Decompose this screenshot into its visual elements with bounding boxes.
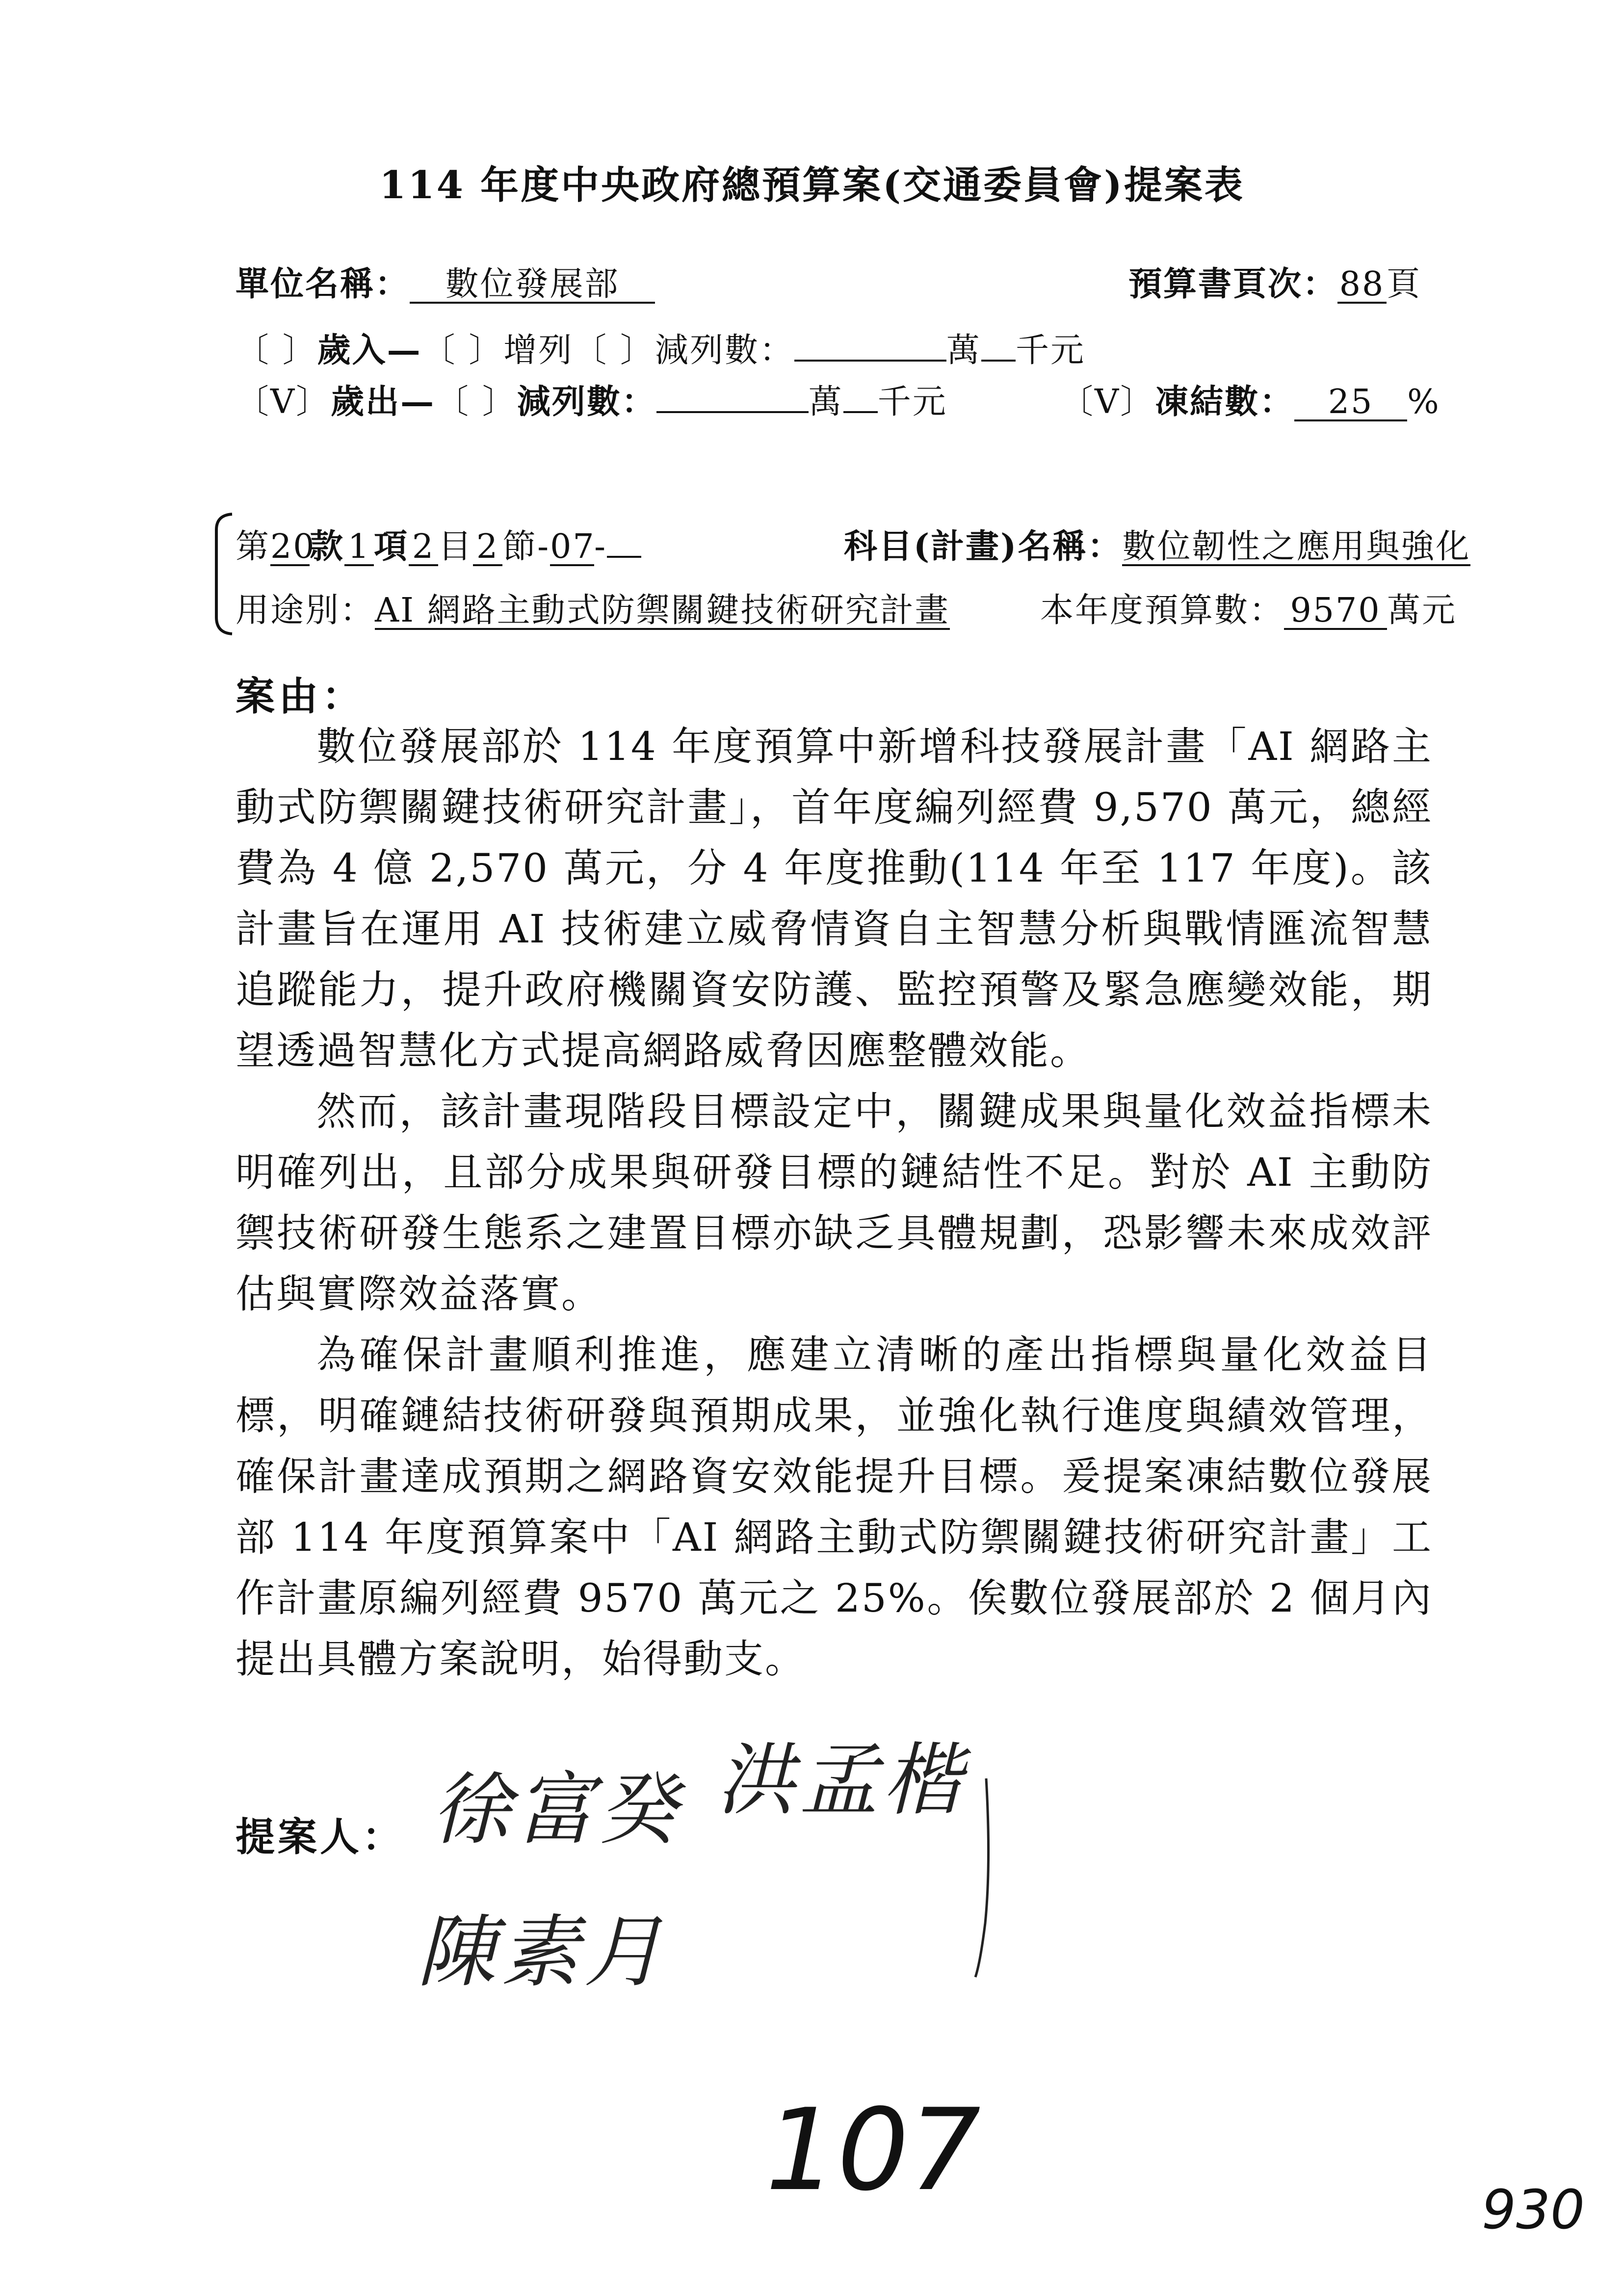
page-ref-value: 88 [1337,267,1387,304]
revenue-increase-checkbox: 〔 〕 [421,331,504,370]
use-row [236,584,950,631]
item-mu-num: 2 [409,529,438,566]
unit-label: 單位名稱： [236,264,410,304]
revenue-label: 歲入— [317,331,422,370]
revenue-amount-blank [794,331,946,362]
item-xiang: 項 [374,527,409,566]
unit-row [236,258,655,305]
signature-1: 徐富癸 [432,1764,682,1855]
revenue-increase-label: 增列 [503,331,574,370]
item-bracket [209,510,238,638]
use-label: 用途別： [236,591,375,630]
budget-row [1040,584,1457,631]
reason-paragraph: 為確保計畫順利推進，應建立清晰的產出指標與量化效益目標，明確鏈結技術研發與預期成果，並強化執行進度與績效管理，確保計畫達成預期之網路資安效能提升目標。爰提案凍結數位發展部 114 年度預算案中「AI 網路主動式防禦關鍵技術研究計畫」工作計畫原編列經費 9570 萬元之 25%。俟數位發展部於 2 個月內提出具體方案說明，始得動支。 [236,1332,1433,1682]
revenue-line [236,324,1085,371]
expense-qian-blank [843,383,878,413]
revenue-decrease-checkbox: 〔 〕 [573,331,655,370]
expense-line [236,375,947,423]
freeze-label: 凍結數： [1155,382,1295,421]
revenue-qian: 千元 [1015,331,1085,370]
signature-2: 洪孟楷 [716,1734,967,1826]
subject-label: 科目(計畫)名稱： [844,527,1123,566]
unit-value: 數位發展部 [410,267,655,304]
expense-qian: 千元 [877,383,947,421]
reason-paragraph: 數位發展部於 114 年度預算中新增科技發展計畫「AI 網路主動式防禦關鍵技術研究計畫」，首年度編列經費 9,570 萬元，總經費為 4 億 2,570 萬元，分 4 年度推動(114 年至 117 年度)。該計畫旨在運用 AI 技術建立威脅情資自主智慧分析與戰情匯流智慧追蹤能力，提升政府機關資安防護、監控預警及緊急應變效能，期望透過智慧化方式提高網路威脅因應整體效能。 [236,724,1433,1073]
freeze-row [1060,375,1441,423]
item-jie: 節 [502,527,538,566]
budget-value: 9570 [1284,593,1387,630]
item-kuan: 款 [310,527,345,566]
item-sep: - [537,527,550,566]
item-di: 第 [236,527,271,566]
expense-checkbox: 〔V〕 [236,383,331,421]
revenue-qian-blank [981,331,1016,362]
item-code-blank [607,527,641,558]
signature-3: 陳素月 [417,1906,668,1998]
item-mu: 目 [438,527,473,566]
page-number: 107 [765,2085,981,2216]
page-title: 114 年度中央政府總預算案(交通委員會)提案表 [379,163,1245,208]
subject-row [844,520,1470,568]
item-code-row [236,520,641,568]
revenue-wan: 萬 [946,331,981,370]
corner-number: 930 [1482,2178,1585,2241]
page-ref-row [1128,258,1421,305]
expense-decrease-label: 減列數： [517,382,656,421]
freeze-checkbox: 〔V〕 [1060,383,1155,421]
reason-paragraph: 然而，該計畫現階段目標設定中，關鍵成果與量化效益指標未明確列出，且部分成果與研發目標的鏈結性不足。對於 AI 主動防禦技術研發生態系之建置目標亦缺乏具體規劃，恐影響未來成效評估與實際效益落實。 [236,1089,1433,1317]
freeze-value: 25 [1294,385,1407,421]
reason-body [236,716,1433,1690]
subject-value: 數位韌性之應用與強化 [1122,527,1471,566]
expense-wan: 萬 [808,383,843,421]
budget-label: 本年度預算數： [1040,591,1284,630]
budget-unit: 萬元 [1387,591,1457,630]
reason-label: 案由： [236,673,365,719]
signature-stroke [971,1776,1001,1982]
page-ref-suffix: 頁 [1387,265,1422,304]
expense-decrease-checkbox: 〔 〕 [435,383,517,421]
revenue-checkbox: 〔 〕 [236,331,317,370]
expense-label: 歲出— [331,382,436,421]
item-xiang-num: 1 [344,529,374,566]
item-dash: - [594,527,607,566]
expense-amount-blank [656,383,809,413]
revenue-decrease-label: 減列數： [655,331,794,370]
item-kuan-num: 20 [270,527,316,566]
freeze-unit: % [1407,383,1441,421]
proposer-label: 提案人： [236,1814,404,1860]
use-value: AI 網路主動式防禦關鍵技術研究計畫 [375,591,950,630]
item-jie-num: 2 [473,529,502,566]
item-code: 07 [550,527,596,566]
page-ref-label: 預算書頁次： [1128,264,1338,304]
